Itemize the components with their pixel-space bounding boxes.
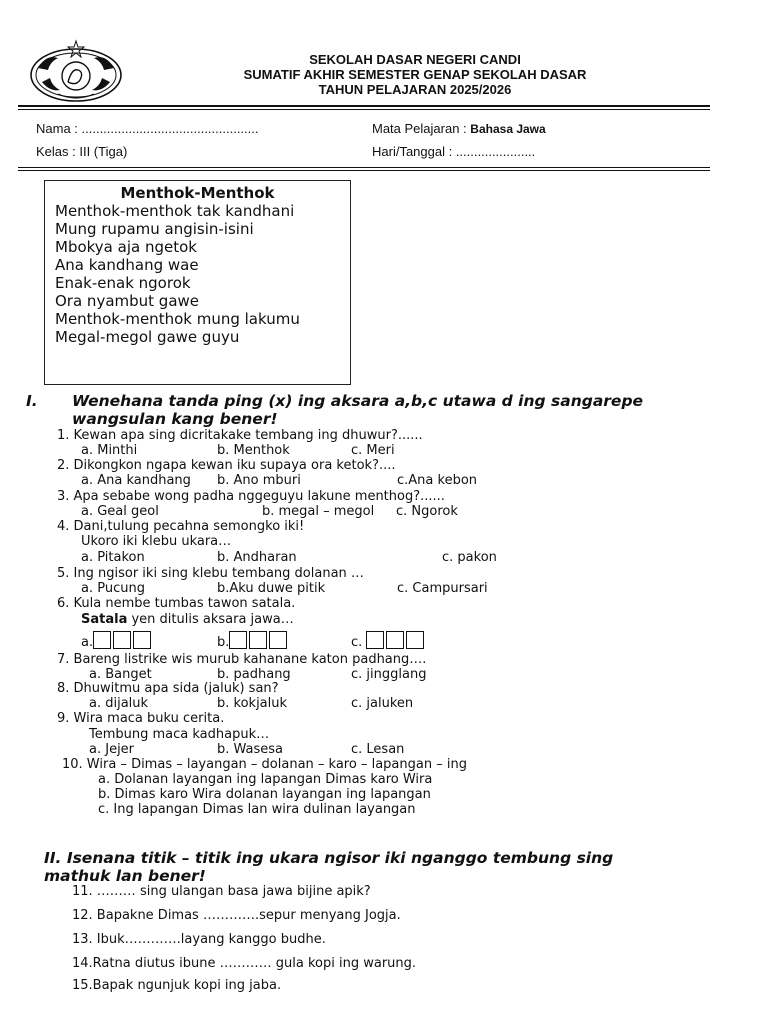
- option-3c[interactable]: c. Ngorok: [396, 504, 458, 519]
- option-10c[interactable]: c. Ing lapangan Dimas lan wira dulinan layangan: [98, 802, 416, 817]
- option-4c[interactable]: c. pakon: [442, 550, 497, 565]
- question-5: 5. Ing ngisor iki sing klebu tembang dolanan …: [57, 566, 364, 581]
- section1-number: I.: [26, 392, 38, 410]
- fill-item-11[interactable]: 11. ……… sing ulangan basa jawa bijine apik?: [72, 884, 371, 899]
- question-9: 9. Wira maca buku cerita.: [57, 711, 225, 726]
- option-4a[interactable]: a. Pitakon: [81, 550, 145, 565]
- subject-value: Bahasa Jawa: [470, 122, 546, 136]
- option-9c[interactable]: c. Lesan: [351, 742, 405, 757]
- javanese-glyph-box: [113, 631, 131, 649]
- option-5a[interactable]: a. Pucung: [81, 581, 145, 596]
- javanese-glyph-box: [133, 631, 151, 649]
- subject-field: [372, 121, 546, 136]
- option-6b[interactable]: [217, 631, 289, 650]
- question-9-line2: Tembung maca kadhapuk…: [89, 727, 270, 742]
- section1-instruction-line2: wangsulan kang bener!: [72, 410, 278, 428]
- option-6a[interactable]: [81, 631, 153, 650]
- javanese-glyph-box: [229, 631, 247, 649]
- question-2: 2. Dikongkon ngapa kewan iku supaya ora ketok?....: [57, 458, 396, 473]
- option-7b[interactable]: b. padhang: [217, 667, 291, 682]
- javanese-glyph-box: [269, 631, 287, 649]
- header-school-year: TAHUN PELAJARAN 2025/2026: [318, 82, 512, 97]
- poem-line: Mung rupamu angisin-isini: [55, 220, 254, 238]
- poem-line: Ana kandhang wae: [55, 256, 199, 274]
- option-7c[interactable]: c. jingglang: [351, 667, 427, 682]
- question-3: 3. Apa sebabe wong padha nggeguyu lakune menthog?......: [57, 489, 445, 504]
- fill-item-13[interactable]: 13. Ibuk………….layang kanggo budhe.: [72, 932, 326, 947]
- option-10a[interactable]: a. Dolanan layangan ing lapangan Dimas karo Wira: [98, 772, 433, 787]
- javanese-glyph-box: [406, 631, 424, 649]
- option-8c[interactable]: c. jaluken: [351, 696, 414, 711]
- option-1a[interactable]: a. Minthi: [81, 443, 138, 458]
- option-6c-letter: c.: [351, 635, 363, 650]
- option-10b[interactable]: b. Dimas karo Wira dolanan layangan ing lapangan: [98, 787, 431, 802]
- option-2c[interactable]: c.Ana kebon: [397, 473, 478, 488]
- date-field: Hari/Tanggal : ......................: [372, 144, 536, 159]
- option-9b[interactable]: b. Wasesa: [217, 742, 284, 757]
- identity-rule-1: [18, 167, 710, 168]
- question-10: 10. Wira – Dimas – layangan – dolanan – karo – lapangan – ing: [62, 757, 467, 772]
- poem-title: Menthok-Menthok: [120, 184, 275, 202]
- poem-line: Menthok-menthok mung lakumu: [55, 310, 300, 328]
- option-5c[interactable]: c. Campursari: [397, 581, 488, 596]
- poem-line: Ora nyambut gawe: [55, 292, 200, 310]
- header-exam-title: SUMATIF AKHIR SEMESTER GENAP SEKOLAH DASAR: [243, 67, 587, 82]
- javanese-glyph-box: [249, 631, 267, 649]
- option-8a[interactable]: a. dijaluk: [89, 696, 149, 711]
- question-7: 7. Bareng listrike wis murub kahanane katon padhang….: [57, 652, 427, 667]
- javanese-glyph-box: [93, 631, 111, 649]
- question-6-line2-rest: yen ditulis aksara jawa…: [127, 612, 294, 627]
- school-emblem-logo: [28, 38, 124, 104]
- fill-item-14[interactable]: 14.Ratna diutus ibune ………… gula kopi ing warung.: [72, 956, 417, 971]
- option-3a[interactable]: a. Geal geol: [81, 504, 159, 519]
- section2-instruction-line1: II. Isenana titik – titik ing ukara ngisor iki nganggo tembung sing: [44, 849, 614, 867]
- class-field: Kelas : III (Tiga): [36, 144, 128, 159]
- poem-line: Mbokya aja ngetok: [55, 238, 197, 256]
- option-6c[interactable]: [351, 631, 426, 650]
- section1-instruction-line1: Wenehana tanda ping (x) ing aksara a,b,c utawa d ing sangarepe: [72, 392, 644, 410]
- identity-rule-2: [18, 170, 710, 171]
- question-1: 1. Kewan apa sing dicritakake tembang ing dhuwur?......: [57, 428, 423, 443]
- question-4-line2: Ukoro iki klebu ukara…: [81, 534, 232, 549]
- question-6-line2: [81, 612, 294, 627]
- poem-line: Enak-enak ngorok: [55, 274, 191, 292]
- question-6-keyword: Satala: [81, 612, 128, 627]
- header-rule-bottom: [18, 109, 710, 110]
- poem-line: Megal-megol gawe guyu: [55, 328, 240, 346]
- option-6b-letter: b.: [217, 635, 230, 650]
- header-rule-top: [18, 105, 710, 107]
- option-9a[interactable]: a. Jejer: [89, 742, 135, 757]
- option-2a[interactable]: a. Ana kandhang: [81, 473, 191, 488]
- option-8b[interactable]: b. kokjaluk: [217, 696, 288, 711]
- javanese-glyph-box: [366, 631, 384, 649]
- option-7a[interactable]: a. Banget: [89, 667, 152, 682]
- question-6: 6. Kula nembe tumbas tawon satala.: [57, 596, 296, 611]
- poem-box: [44, 180, 351, 385]
- name-field: Nama : .................................................: [36, 121, 259, 136]
- question-8: 8. Dhuwitmu apa sida (jaluk) san?: [57, 681, 279, 696]
- question-4: 4. Dani,tulung pecahna semongko iki!: [57, 519, 305, 534]
- header-school-name: SEKOLAH DASAR NEGERI CANDI: [309, 52, 521, 67]
- option-2b[interactable]: b. Ano mburi: [217, 473, 301, 488]
- fill-item-15[interactable]: 15.Bapak ngunjuk kopi ing jaba.: [72, 978, 282, 993]
- javanese-glyph-box: [386, 631, 404, 649]
- option-3b[interactable]: b. megal – megol: [262, 504, 375, 519]
- option-6a-letter: a.: [81, 635, 94, 650]
- option-4b[interactable]: b. Andharan: [217, 550, 297, 565]
- option-1c[interactable]: c. Meri: [351, 443, 395, 458]
- option-1b[interactable]: b. Menthok: [217, 443, 290, 458]
- fill-item-12[interactable]: 12. Bapakne Dimas ………….sepur menyang Jogja.: [72, 908, 401, 923]
- option-5b[interactable]: b.Aku duwe pitik: [217, 581, 326, 596]
- section2-instruction-line2: mathuk lan bener!: [44, 867, 206, 885]
- poem-line: Menthok-menthok tak kandhani: [55, 202, 295, 220]
- subject-label: Mata Pelajaran :: [372, 121, 467, 136]
